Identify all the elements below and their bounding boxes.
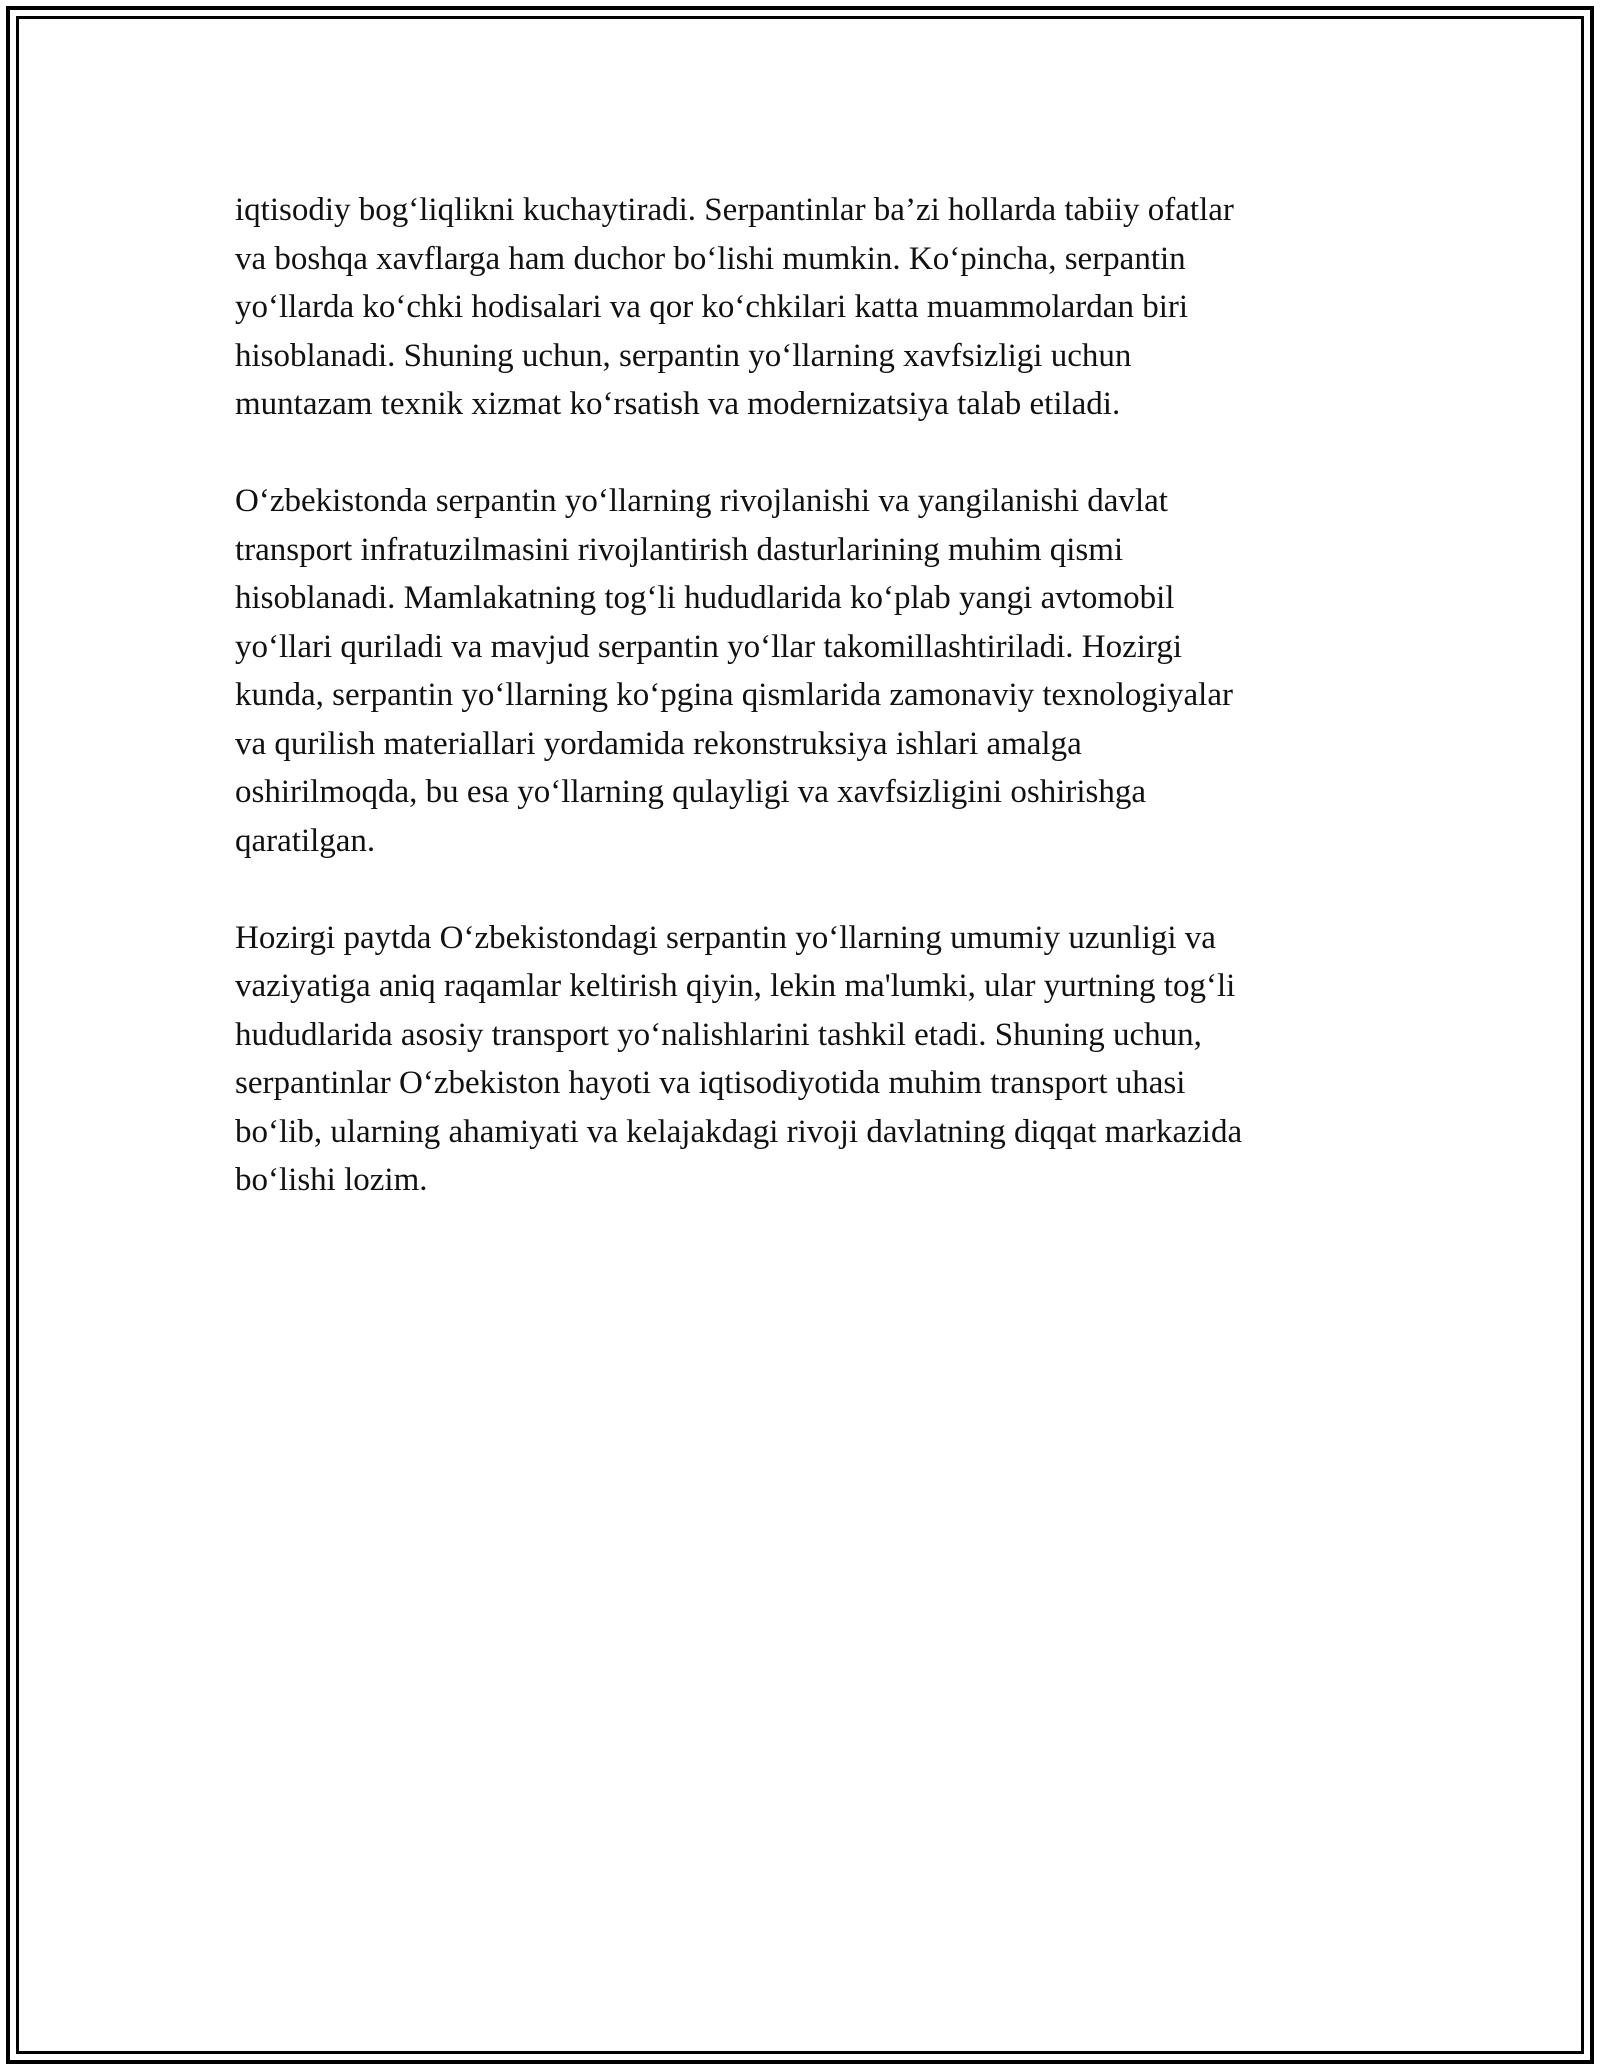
text-line: qaratilgan.	[235, 822, 376, 859]
text-line: oshirilmoqda, bu esa yo‘llarning qulayligi va xavfsizligini oshirishga	[235, 774, 1147, 810]
text-line: muntazam texnik xizmat ko‘rsatish va modernizatsiya talab etiladi.	[235, 386, 1121, 422]
text-line: hisoblanadi. Shuning uchun, serpantin yo‘llarning xavfsizligi uchun	[235, 337, 1132, 374]
text-line: O‘zbekistonda serpantin yo‘llarning rivojlanishi va yangilanishi davlat	[235, 483, 1168, 519]
text-line: transport infratuzilmasini rivojlantirish dasturlarining muhim qismi	[235, 531, 1124, 568]
text-line: kunda, serpantin yo‘llarning ko‘pgina qismlarida zamonaviy texnologiyalar	[235, 677, 1233, 713]
text-line: iqtisodiy bog‘liqlikni kuchaytiradi. Serpantinlar ba’zi hollarda tabiiy ofatlar	[235, 192, 1234, 228]
document-body	[235, 186, 1365, 1253]
paragraph	[235, 477, 1365, 865]
paragraph	[235, 186, 1365, 429]
text-line: vaziyatiga aniq raqamlar keltirish qiyin, lekin ma'lumki, ular yurtning tog‘li	[235, 968, 1236, 1004]
text-line: bo‘lib, ularning ahamiyati va kelajakdagi rivoji davlatning diqqat markazida	[235, 1113, 1243, 1150]
text-line: bo‘lishi lozim.	[235, 1162, 428, 1198]
text-line: va qurilish materiallari yordamida rekonstruksiya ishlari amalga	[235, 725, 1082, 762]
text-line: yo‘llari quriladi va mavjud serpantin yo‘llar takomillashtiriladi. Hozirgi	[235, 628, 1182, 665]
text-line: serpantinlar O‘zbekiston hayoti va iqtisodiyotida muhim transport uhasi	[235, 1065, 1186, 1101]
text-line: hududlarida asosiy transport yo‘nalishlarini tashkil etadi. Shuning uchun,	[235, 1016, 1202, 1053]
text-line: yo‘llarda ko‘chki hodisalari va qor ko‘chkilari katta muammolardan biri	[235, 289, 1189, 325]
text-line: Hozirgi paytda O‘zbekistondagi serpantin yo‘llarning umumiy uzunligi va	[235, 919, 1216, 956]
paragraph	[235, 914, 1365, 1205]
text-line: va boshqa xavflarga ham duchor bo‘lishi mumkin. Ko‘pincha, serpantin	[235, 240, 1186, 277]
text-line: hisoblanadi. Mamlakatning tog‘li hududlarida ko‘plab yangi avtomobil	[235, 580, 1175, 616]
